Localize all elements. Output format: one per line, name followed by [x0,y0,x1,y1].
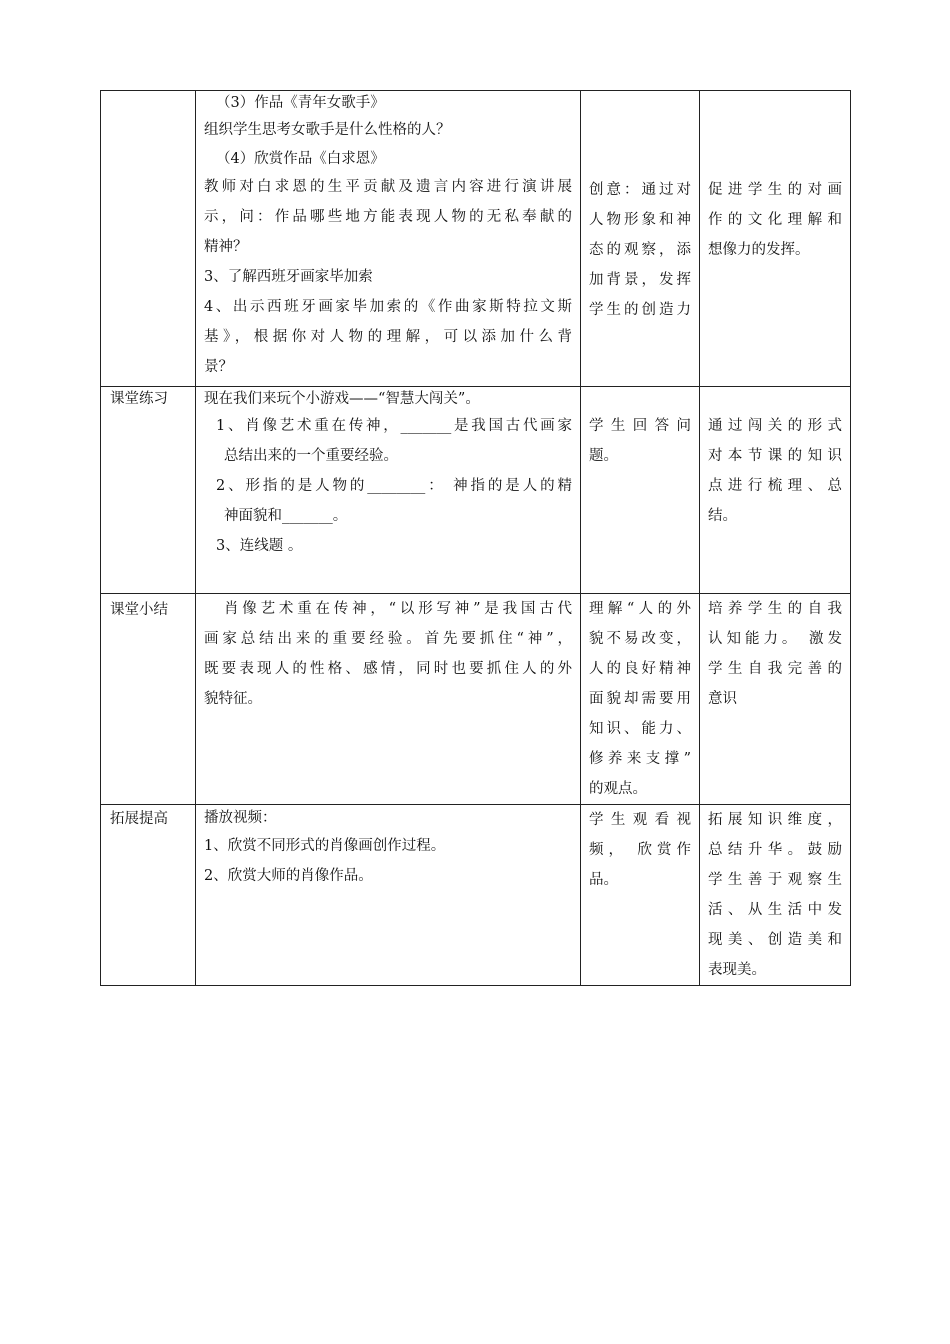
content-line: 肖像艺术重在传神，“以形写神”是我国古代 [224,601,572,617]
content-line: 示，问：作品哪些地方能表现人物的无私奉献的 [204,209,572,225]
table-row [101,387,851,594]
lesson-plan-table [100,90,851,986]
student-activity-cell [581,805,700,986]
phase-cell: 课堂练习 [101,387,196,594]
student-line: 面貌却需要用 [589,691,691,707]
content-line: 现在我们来玩个小游戏——“智慧大闯关”。 [204,391,480,407]
content-line: 2、形指的是人物的________： 神指的是人的精 [216,478,572,494]
content-cell [196,594,581,805]
student-line: 知识、能力、 [589,721,691,737]
content-line: 精神？ [204,239,248,255]
student-line: 创意：通过对 [589,182,691,198]
student-line: 态的观察，添 [589,242,691,258]
phase-cell: 课堂小结 [101,594,196,805]
intent-line: 表现美。 [708,962,766,978]
intent-line: 学生自我完善的 [708,661,842,677]
student-line: 的观点。 [589,781,647,797]
content-line: 教师对白求恩的生平贡献及遗言内容进行演讲展 [204,179,572,195]
intent-line: 结。 [708,508,737,524]
intent-line: 认知能力。 激发 [708,631,842,647]
intent-line: 对本节课的知识 [708,448,842,464]
content-line: 既要表现人的性格、感情，同时也要抓住人的外 [204,661,572,677]
content-line: 基》，根据你对人物的理解，可以添加什么背 [204,329,572,345]
intent-line: 现美、创造美和 [708,932,842,948]
student-line: 修养来支撑” [589,751,691,767]
design-intent-cell [700,805,851,986]
intent-line: 意识 [708,691,737,707]
content-line: （3）作品《青年女歌手》 [216,95,385,111]
table-row [101,805,851,986]
content-line: 3、了解西班牙画家毕加索 [204,269,373,285]
student-line: 人的良好精神 [589,661,691,677]
student-line: 学生的创造力 [589,302,691,318]
content-line: 神面貌和_______。 [224,508,348,524]
content-cell [196,805,581,986]
student-line: 人物形象和神 [589,212,691,228]
student-line: 貌不易改变， [589,631,691,647]
design-intent-cell [700,387,851,594]
intent-line: 培养学生的自我 [708,601,842,617]
intent-line: 想像力的发挥。 [708,242,810,258]
intent-line: 拓展知识维度， [708,812,842,828]
student-activity-cell [581,594,700,805]
content-line: 2、欣赏大师的肖像作品。 [204,868,373,884]
content-line: 组织学生思考女歌手是什么性格的人？ [204,122,451,138]
content-line: 1、欣赏不同形式的肖像画创作过程。 [204,838,446,854]
student-line: 品。 [589,872,618,888]
intent-line: 通过闯关的形式 [708,418,842,434]
table-row [101,91,851,387]
intent-line: 作的文化理解和 [708,212,842,228]
content-line: 播放视频： [204,810,277,826]
intent-line: 促进学生的对画 [708,182,842,198]
phase-cell: 拓展提高 [101,805,196,986]
design-intent-cell [700,91,851,387]
content-line: 4、出示西班牙画家毕加索的《作曲家斯特拉文斯 [204,299,572,315]
content-line: 画家总结出来的重要经验。首先要抓住“神”， [204,631,572,647]
student-line: 频， 欣赏作 [589,842,691,858]
intent-line: 点进行梳理、总 [708,478,842,494]
student-line: 学生回答问 [589,418,691,434]
content-line: 总结出来的一个重要经验。 [224,448,398,464]
table-row [101,594,851,805]
content-line: （4）欣赏作品《白求恩》 [216,151,385,167]
intent-line: 总结升华。鼓励 [708,842,842,858]
student-line: 理解“人的外 [589,601,691,617]
student-activity-cell [581,387,700,594]
student-line: 学生观看视 [589,812,691,828]
student-line: 加背景，发挥 [589,272,691,288]
content-line: 1、肖像艺术重在传神，_______是我国古代画家 [216,418,572,434]
design-intent-cell [700,594,851,805]
content-line: 3、连线题 。 [216,538,303,554]
student-activity-cell [581,91,700,387]
student-line: 题。 [589,448,618,464]
phase-cell [101,91,196,387]
intent-line: 活、从生活中发 [708,902,842,918]
intent-line: 学生善于观察生 [708,872,842,888]
content-cell [196,91,581,387]
content-cell [196,387,581,594]
content-line: 景？ [204,359,233,375]
content-line: 貌特征。 [204,691,262,707]
